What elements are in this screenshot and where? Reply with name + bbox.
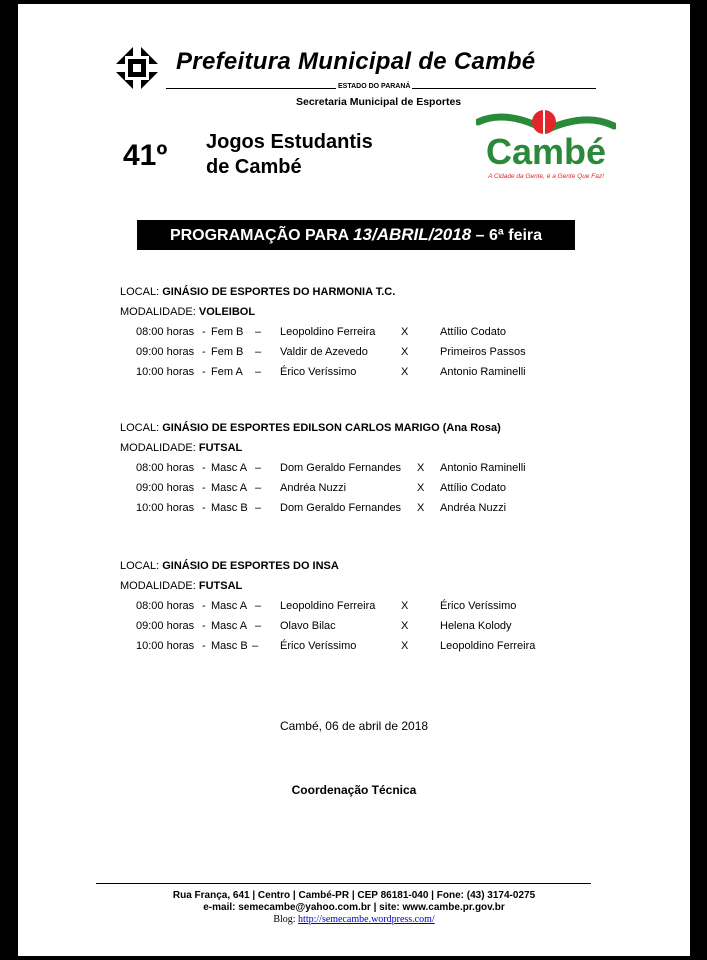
document-date: Cambé, 06 de abril de 2018 (279, 719, 429, 733)
venue-modality: MODALIDADE: FUTSAL (120, 580, 243, 592)
venue-name: GINÁSIO DE ESPORTES DO INSA (162, 560, 339, 572)
venue-name: GINÁSIO DE ESPORTES DO HARMONIA T.C. (162, 286, 396, 298)
venue-local: LOCAL: GINÁSIO DE ESPORTES DO HARMONIA T.C. (120, 286, 396, 298)
modality-name: FUTSAL (198, 442, 243, 454)
venue-local: LOCAL: GINÁSIO DE ESPORTES DO INSA (120, 560, 339, 572)
header-state: ESTADO DO PARANÁ (338, 83, 411, 90)
venue-modality: MODALIDADE: VOLEIBOL (120, 306, 256, 318)
header-title: Prefeitura Municipal de Cambé (176, 48, 536, 75)
footer-address: Rua França, 641 | Centro | Cambé-PR | CEP 86181-040 | Fone: (43) 3174-0275 (172, 890, 536, 901)
event-title-line2: de Cambé (206, 156, 302, 178)
document-page: Prefeitura Municipal de Cambé ESTADO DO PARANÁ Secretaria Municipal de Esportes 41º Jogos Estudantis de Cambé Cambé A Cidade da Gente, é a Gente Que Faz! PROGRAMAÇÃO PARA 13/ABRIL/2018 – 6ª feira LOCAL: GINÁSIO DE ESPORTES DO HARMONIA T.C. MODALIDADE: VOLEIBOL 08:00 horas - Fem B – Leopoldino Ferreira X Attílio Codato 09:00 horas - Fem B – Valdir de Azevedo X Primeiros Passos 10:00 horas - Fem A – Érico Veríssimo X Antonio Raminelli LOCAL: GINÁSIO DE ESPORTES EDILSON CARLOS MARIGO (Ana Rosa) MODALIDADE: FUTSAL 08:00 horas - Masc A – Dom Geraldo Fernandes X Antonio Raminelli 09:00 horas - Masc A – Andréa Nuzzi X Attílio Codato 10:00 horas - Masc B – Dom Geraldo Fernandes X Andréa Nuzzi LOCAL: GINÁSIO DE ESPORTES DO INSA MODALIDADE: FUTSAL 08:00 horas - Masc A – Leopoldino Ferreira X Érico Veríssimo 09:00 horas - Masc A – Olavo Bilac X Helena Kolody 10:00 horas - Masc B – Érico Veríssimo X Leopoldino Ferreira Cambé, 06 de abril de 2018 Coordenação Técnica Rua França, 641 | Centro | Cambé-PR | CEP 86181-040 | Fone: (43) 3174-0275 e-mail: semecambe@yahoo.com.br | site: www.cambe.pr.gov.br Blog: http://semecambe.wordpress.com/ (18, 4, 690, 956)
prefeitura-emblem-icon (111, 42, 163, 94)
header-secretariat: Secretaria Municipal de Esportes (296, 96, 462, 108)
cambe-logo-text: Cambé (485, 131, 607, 172)
event-number: 41º (123, 139, 168, 172)
footer-divider (96, 883, 591, 884)
modality-name: VOLEIBOL (198, 306, 256, 318)
footer-blog-link[interactable]: http://semecambe.wordpress.com/ (298, 914, 435, 925)
event-title-line1: Jogos Estudantis (206, 131, 373, 153)
event-title (206, 130, 373, 180)
banner-date: 13/ABRIL/2018 (353, 225, 472, 244)
schedule-banner (137, 220, 575, 250)
signature-coordination: Coordenação Técnica (291, 783, 417, 797)
footer-contact: e-mail: semecambe@yahoo.com.br | site: www.cambe.pr.gov.br (203, 902, 505, 913)
footer-blog (18, 914, 690, 925)
venue-name: GINÁSIO DE ESPORTES EDILSON CARLOS MARIGO (Ana Rosa) (162, 422, 501, 434)
venue-modality: MODALIDADE: FUTSAL (120, 442, 243, 454)
cambe-logo-tagline: A Cidade da Gente, é a Gente Que Faz! (488, 173, 604, 180)
cambe-city-logo (476, 104, 616, 184)
modality-name: FUTSAL (198, 580, 243, 592)
footer-blog-label: Blog: (273, 914, 296, 925)
banner-prefix: PROGRAMAÇÃO PARA (169, 227, 349, 244)
banner-suffix: – 6ª feira (475, 227, 543, 244)
venue-local: LOCAL: GINÁSIO DE ESPORTES EDILSON CARLOS MARIGO (Ana Rosa) (120, 422, 501, 434)
